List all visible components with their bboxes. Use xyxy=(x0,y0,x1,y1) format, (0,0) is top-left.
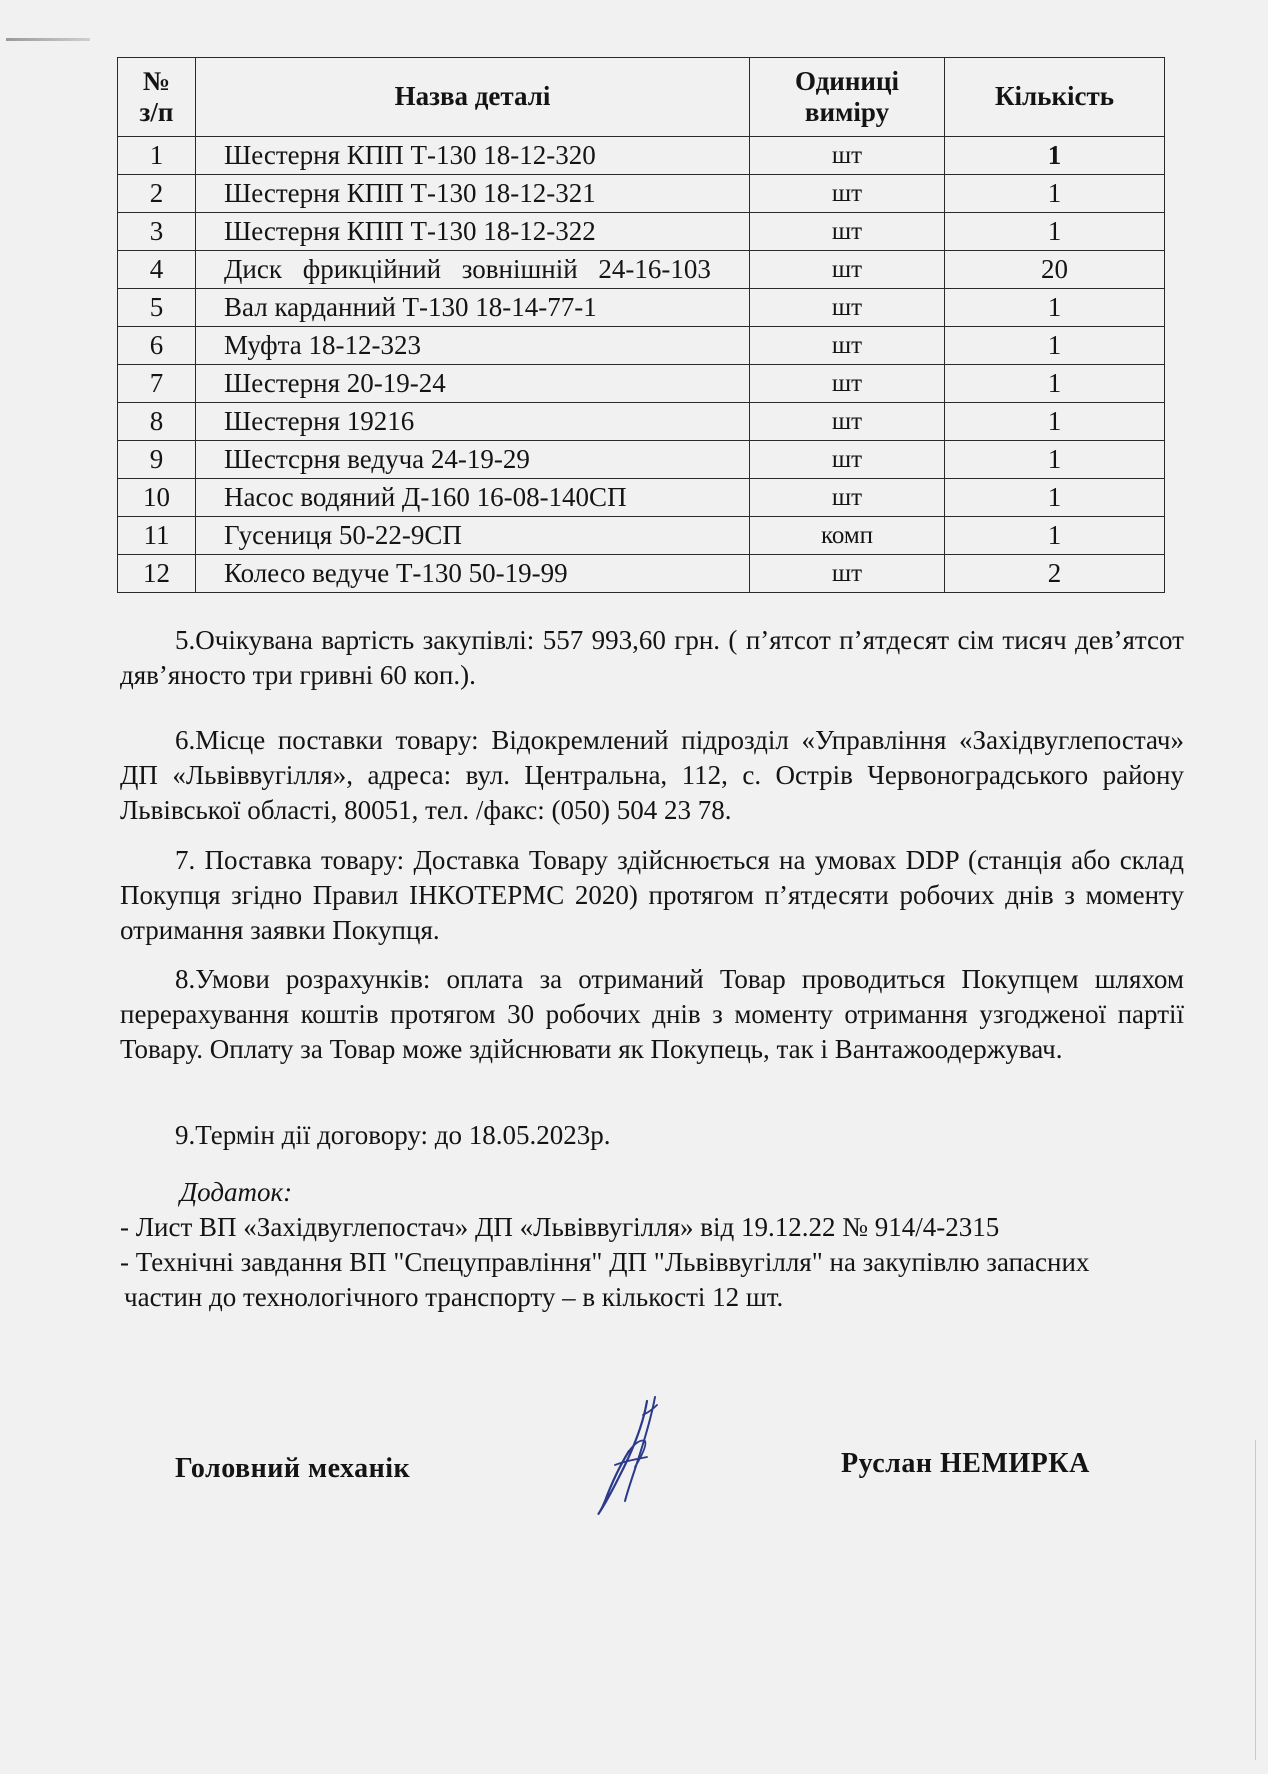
table-row xyxy=(118,441,1165,479)
row-part-name: Вал карданний Т-130 18-14-77-1 xyxy=(196,289,750,327)
header-unit xyxy=(750,58,945,137)
row-number: 4 xyxy=(118,251,196,289)
row-unit: шт xyxy=(750,137,945,175)
row-quantity: 1 xyxy=(945,479,1165,517)
row-part-name: Шестерня 19216 xyxy=(196,403,750,441)
signatory-name: Руслан НЕМИРКА xyxy=(841,1448,1090,1479)
row-number: 5 xyxy=(118,289,196,327)
row-part-name: Гусениця 50-22-9СП xyxy=(196,517,750,555)
row-unit: шт xyxy=(750,213,945,251)
paragraph-expected-cost xyxy=(120,623,1184,693)
row-number: 9 xyxy=(118,441,196,479)
scan-edge-line xyxy=(1255,1440,1256,1760)
row-part-name: Диск фрикційний зовнішній 24-16-103 xyxy=(196,251,750,289)
parts-table xyxy=(117,57,1165,593)
table-row xyxy=(118,213,1165,251)
table-row xyxy=(118,365,1165,403)
table-row xyxy=(118,555,1165,593)
row-number: 10 xyxy=(118,479,196,517)
table-row xyxy=(118,251,1165,289)
row-number: 12 xyxy=(118,555,196,593)
row-number: 11 xyxy=(118,517,196,555)
row-part-name: Шестерня КПП Т-130 18-12-321 xyxy=(196,175,750,213)
table-row xyxy=(118,403,1165,441)
row-quantity: 1 xyxy=(945,403,1165,441)
row-unit: шт xyxy=(750,441,945,479)
header-unit-line2: виміру xyxy=(804,97,890,127)
header-unit-line1: Одиниці xyxy=(794,65,900,96)
row-quantity: 1 xyxy=(945,175,1165,213)
row-quantity: 1 xyxy=(945,289,1165,327)
header-number xyxy=(118,58,196,137)
header-quantity: Кількість xyxy=(945,58,1165,137)
row-part-name: Насос водяний Д-160 16-08-140СП xyxy=(196,479,750,517)
header-number-line2: з/п xyxy=(139,97,174,127)
table-row xyxy=(118,175,1165,213)
signatory-position: Головний механік xyxy=(175,1453,411,1484)
paragraph-text: 9.Термін дії договору: до 18.05.2023р. xyxy=(175,1120,611,1150)
row-part-name: Муфта 18-12-323 xyxy=(196,327,750,365)
row-quantity: 1 xyxy=(945,441,1165,479)
paragraph-delivery-terms xyxy=(120,843,1184,948)
row-quantity: 2 xyxy=(945,555,1165,593)
header-number-line1: № xyxy=(142,65,171,96)
paragraph-text: 8.Умови розрахунків: оплата за отриманий Товар проводиться Покупцем шляхом перерахування коштів протягом 30 робочих днів з моменту отримання узгодженої партії Товару. Оплату за Товар може здійснювати як Покупець, так і Вантажоодержувач. xyxy=(120,964,1184,1064)
row-number: 6 xyxy=(118,327,196,365)
row-unit: шт xyxy=(750,403,945,441)
row-quantity: 1 xyxy=(945,517,1165,555)
table-row xyxy=(118,517,1165,555)
handwritten-signature xyxy=(585,1395,675,1520)
paragraph-payment-terms xyxy=(120,962,1184,1067)
row-unit: шт xyxy=(750,479,945,517)
table-row xyxy=(118,327,1165,365)
attachments-title: Додаток: xyxy=(180,1177,293,1207)
paragraph-delivery-place xyxy=(120,723,1184,828)
header-part-name: Назва деталі xyxy=(196,58,750,137)
row-part-name: Шестерня КПП Т-130 18-12-320 xyxy=(196,137,750,175)
paragraph-text: 7. Поставка товару: Доставка Товару здійснюється на умовах DDP (станція або склад Покупця згідно Правил ІНКОТЕРМС 2020) протягом п’ятдесяти робочих днів з моменту отримання заявки Покупця. xyxy=(120,845,1184,945)
row-part-name: Шестерня КПП Т-130 18-12-322 xyxy=(196,213,750,251)
table-row xyxy=(118,479,1165,517)
row-number: 2 xyxy=(118,175,196,213)
row-unit: комп xyxy=(750,517,945,555)
attachments-section xyxy=(120,1175,1200,1315)
scan-artifact xyxy=(6,38,90,41)
table-row xyxy=(118,137,1165,175)
row-part-name: Шестсрня ведуча 24-19-29 xyxy=(196,441,750,479)
row-quantity: 1 xyxy=(945,365,1165,403)
paragraph-contract-term xyxy=(120,1118,1184,1153)
row-part-name: Шестерня 20-19-24 xyxy=(196,365,750,403)
attachment-item-letter: - Лист ВП «Західвуглепостач» ДП «Львіввугілля» від 19.12.22 № 914/4-2315 xyxy=(120,1212,1000,1242)
paragraph-text: 6.Місце поставки товару: Відокремлений підрозділ «Управління «Західвуглепостач» ДП «Львіввугілля», адреса: вул. Центральна, 112, с. Острів Червоноградського району Львівської області, 80051, тел. /факс: (050) 504 23 78. xyxy=(120,725,1184,825)
attachment-item-specs-continued: частин до технологічного транспорту – в кількості 12 шт. xyxy=(124,1282,784,1312)
paragraph-text: 5.Очікувана вартість закупівлі: 557 993,60 грн. ( п’ятсот п’ятдесят сім тисяч дев’ятсот дяв’яносто три гривні 60 коп.). xyxy=(120,625,1184,690)
table-row xyxy=(118,289,1165,327)
row-unit: шт xyxy=(750,175,945,213)
row-unit: шт xyxy=(750,327,945,365)
row-number: 8 xyxy=(118,403,196,441)
table-header-row xyxy=(118,58,1165,137)
row-quantity: 1 xyxy=(945,327,1165,365)
attachment-item-specs: - Технічні завдання ВП "Спецуправління" ДП "Львіввугілля" на закупівлю запасних xyxy=(120,1247,1090,1277)
row-number: 1 xyxy=(118,137,196,175)
row-unit: шт xyxy=(750,365,945,403)
row-quantity: 1 xyxy=(945,137,1165,175)
row-part-name: Колесо ведуче Т-130 50-19-99 xyxy=(196,555,750,593)
row-unit: шт xyxy=(750,289,945,327)
row-unit: шт xyxy=(750,555,945,593)
row-quantity: 20 xyxy=(945,251,1165,289)
row-number: 7 xyxy=(118,365,196,403)
row-number: 3 xyxy=(118,213,196,251)
row-quantity: 1 xyxy=(945,213,1165,251)
row-unit: шт xyxy=(750,251,945,289)
